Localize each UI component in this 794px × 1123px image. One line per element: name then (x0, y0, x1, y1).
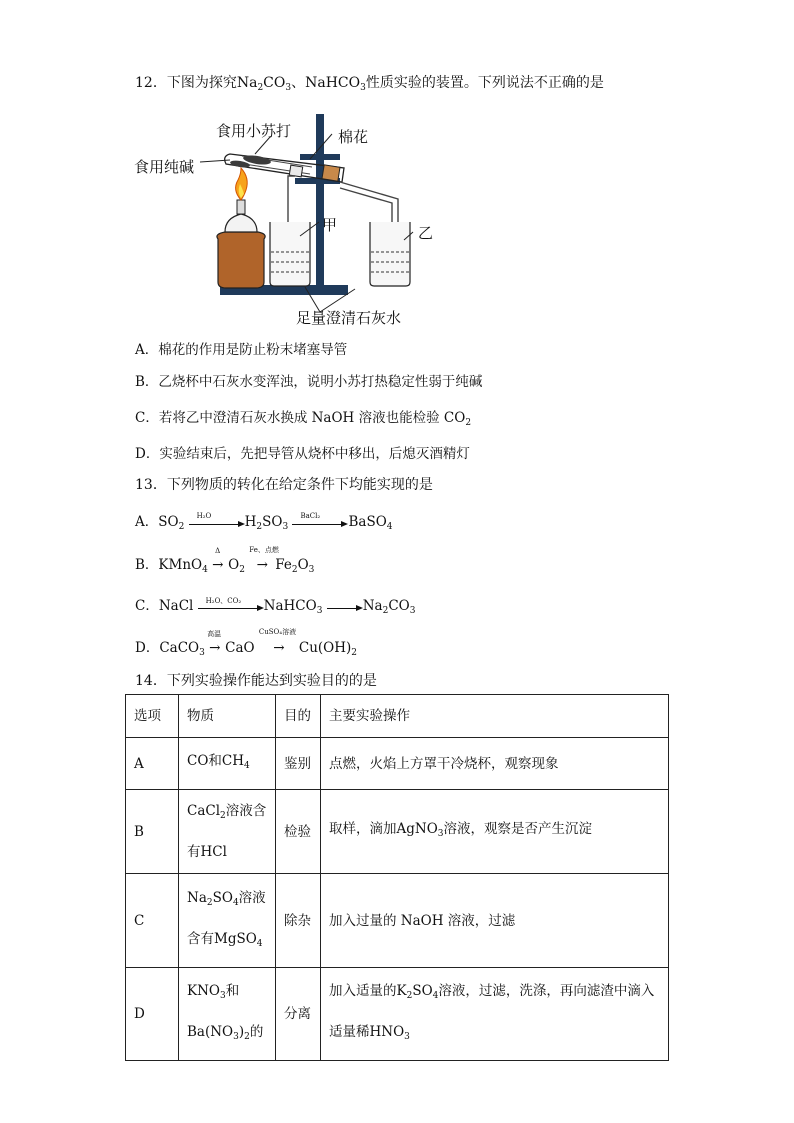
q12-stem: 12．下图为探究$Na_2CO_3$、NaHCO$_3$性质实验的装置。下列说法不正确的是 (135, 75, 604, 93)
row-d-operation: 加入适量的$K_2SO_4$溶液，过滤，洗涤，再向滤渣中滴入 适量稀$HNO_3$ (321, 968, 669, 1061)
label-baking-soda: 食用小苏打 (216, 122, 292, 140)
row-b-purpose: 检验 (276, 790, 321, 874)
header-option: 选项 (126, 695, 179, 738)
table-row (126, 790, 669, 874)
q12-option-a[interactable]: A．棉花的作用是防止粉末堵塞导管 (135, 342, 348, 358)
q13-stem: 13．下列物质的转化在给定条件下均能实现的是 (135, 477, 433, 493)
row-d-purpose: 分离 (276, 968, 321, 1061)
row-a-operation: 点燃，火焰上方罩干冷烧杯，观察现象 (321, 738, 669, 790)
header-operation: 主要实验操作 (321, 695, 669, 738)
cotton (289, 165, 302, 177)
row-a-purpose: 鉴别 (276, 738, 321, 790)
q13-option-d[interactable]: D．CaCO$_3$ → 高温 CaO → CuSO₄溶液 $Cu(OH)_2$ (135, 628, 358, 658)
row-a-substance: CO和$CH_4$ (179, 738, 276, 790)
alcohol-lamp (217, 232, 265, 288)
table-row (126, 874, 669, 968)
beaker-jia (270, 222, 310, 286)
row-d-option: D (126, 968, 179, 1061)
label-washing-soda: 食用纯碱 (134, 158, 195, 176)
header-substance: 物质 (179, 695, 276, 738)
row-d-substance: $KNO_3$和 $Ba(NO_3)_2$的 (179, 968, 276, 1061)
row-c-operation: 加入过量的 NaOH 溶液，过滤 (321, 874, 669, 968)
row-a-option: A (126, 738, 179, 790)
row-c-option: C (126, 874, 179, 968)
row-c-substance: $Na_2SO_4$溶液 含有MgSO$_4$ (179, 874, 276, 968)
q12-option-d[interactable]: D．实验结束后，先把导管从烧杯中移出，后熄灭酒精灯 (135, 446, 470, 462)
label-cotton: 棉花 (338, 128, 369, 146)
beaker-yi (370, 222, 410, 286)
q13-option-b[interactable]: B．KMnO$_4$ → Δ $O_2$ → Fe、点燃 $Fe_2O_3$ (135, 546, 315, 575)
row-c-purpose: 除杂 (276, 874, 321, 968)
label-limewater: 足量澄清石灰水 (296, 309, 402, 327)
label-yi: 乙 (418, 224, 434, 242)
table-header-row (126, 695, 669, 738)
q13-option-a[interactable]: A．$SO_2$ H₂O $H_2SO_3$ BaCl₂ BaSO$_4$ (135, 511, 393, 532)
q13-option-c[interactable]: C．NaCl H₂O、CO₂ NaHCO$_3$ $Na_2CO_3$ (135, 596, 416, 616)
table-row (126, 968, 669, 1061)
q12-option-b[interactable]: B．乙烧杯中石灰水变浑浊，说明小苏打热稳定性弱于纯碱 (135, 374, 483, 390)
q14-table (125, 694, 669, 1061)
table-row (126, 738, 669, 790)
stand-rod (316, 114, 324, 289)
header-purpose: 目的 (276, 695, 321, 738)
label-jia: 甲 (322, 216, 338, 234)
row-b-operation: 取样，滴加AgNO$_3$溶液，观察是否产生沉淀 (321, 790, 669, 874)
q12-option-c[interactable]: C．若将乙中澄清石灰水换成 NaOH 溶液也能检验 $CO_2$ (135, 410, 472, 428)
q14-stem: 14．下列实验操作能达到实验目的的是 (135, 673, 377, 689)
row-b-option: B (126, 790, 179, 874)
row-b-substance: CaCl$_2$溶液含 有HCl (179, 790, 276, 874)
